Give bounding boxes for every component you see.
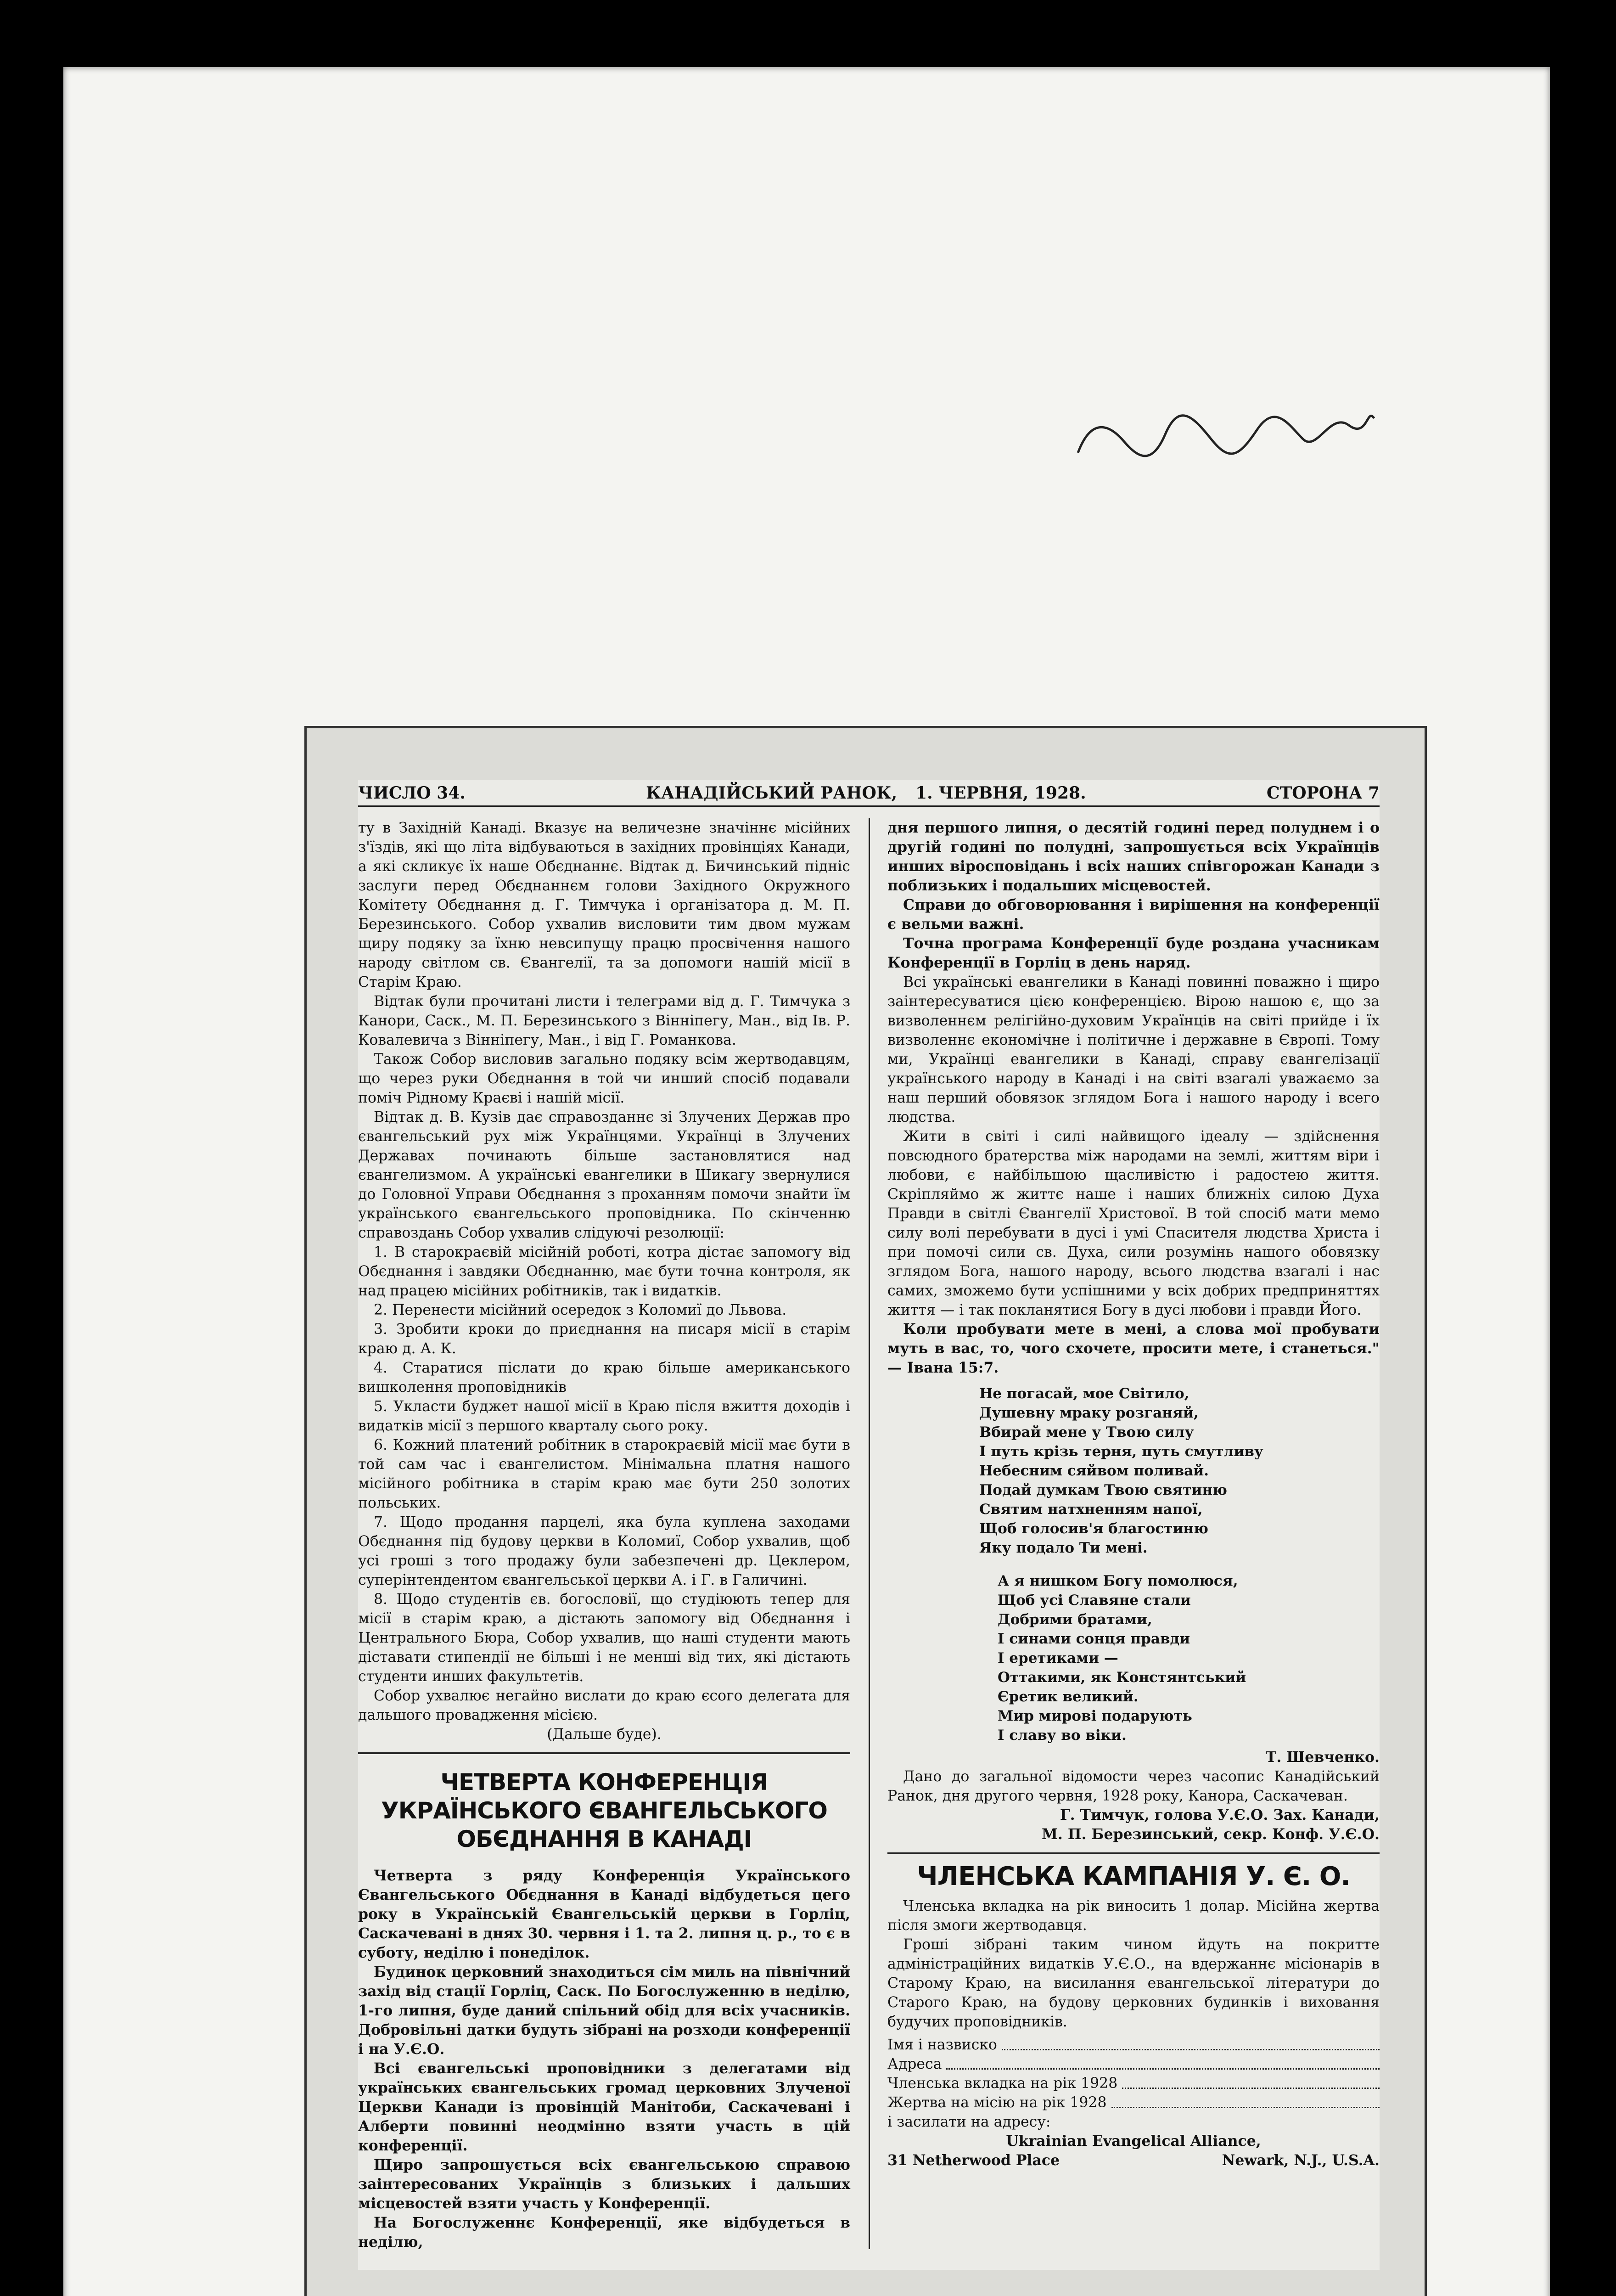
signer-line: М. П. Березинський, секр. Конф. У.Є.О. <box>1042 1826 1380 1843</box>
form-donation-line <box>887 2093 1380 2112</box>
right-column <box>887 818 1380 2170</box>
conference-paragraph: Всі євангельські проповідники з делегатами від українських євангельських громад церковних Злученої Церкви Канади із провінцій Манітоби, Саскачевані і Алберти повинні неодмінно взяти участь в цій конференції. <box>358 2060 850 2154</box>
resolution-item: 2. Перенести місійний осередок з Коломиї до Львова. <box>374 1302 787 1318</box>
poem-line: Мир мирові подарують <box>998 1708 1192 1724</box>
article-paragraph: Відтак д. В. Кузів дає справозданнє зі Злучених Держав про євангельський рух між Українцями. Українці в Злучених Державах починають більше застановлятися над євангелизмом. А українські евангелики в Шикагу звернулися до Головної Управи Обєднання з проханням помочи знайти їм українського євангельського проповідника. По скінченню справоздань Собор ухвалив слідуючі резолюції: <box>358 1109 850 1241</box>
poem-line: Не погасай, мое Світило, <box>979 1385 1190 1402</box>
poem-line: Душевну мраку розганяй, <box>979 1405 1199 1421</box>
form-label: Імя і назвиско <box>887 2037 997 2053</box>
page-number: СТОРОНА 7 <box>1266 783 1380 803</box>
conference-paragraph: Четверта з ряду Конференція Українського Євангельського Обєднання в Канаді відбудеться цего року в Українській Євангельській церкви в Горліц, Саскачевані в днях 30. червня і 1. та 2. липня ц. р., то є в суботу, неділю і понеділок. <box>358 1867 850 1961</box>
section-rule <box>358 1752 850 1754</box>
microfilm-frame <box>63 67 1550 2296</box>
running-head <box>358 780 1380 807</box>
article-paragraph: Жити в світі і силі найвищого ідеалу — здійснення повсюдного братерства між народами на землі, життям віри і любови, є найбільшою щасливістю і радостею життя. Скріпляймо ж життє наше і наших ближніх силою Духа Правди в світлі Євангелії Христової. В той спосіб мати мемо силу волі перебувати в дусі і умі Спасителя людства Христа і при помочі сили св. Духа, сили розумінь нашого обовязку зглядом Бога, нашого народу, всього людства взагалі і нас самих, зможемо бути успішними у всіх добрих предприняттях життя — і так покланятися Богу в дусі любови і правди Його. <box>887 1128 1380 1318</box>
poem-line: Добрими братами, <box>998 1611 1152 1628</box>
issue-number: ЧИСЛО 34. <box>358 783 466 803</box>
campaign-paragraph: Гроші зібрані таким чином йдуть на покритте адміністраційних видатків У.Є.О., на вдержаннє місіонарів в Старому Краю, на висилання евангельської літератури до Старого Краю, на будову церковних будинків і виховання будучих проповідників. <box>887 1936 1380 2030</box>
article-paragraph: Всі українські евангелики в Канаді повинні поважно і щиро заінтересуватися цією конференцією. Вірою нашою є, що за визволеннєм релігійно-духовим Українців на світі прийде і їх визволеннє економічне і політичне і державне в Європі. Тому ми, Українці евангелики в Канаді, справу євангелізації українського народу в Канаді і на світі взагалі уважаємо за наш перший обовязок зглядом Бога і нашого народу і всего людства. <box>887 974 1380 1125</box>
notice-paragraph: Дано до загальної відомости через часопис Канадійський Ранок, дня другого червня, 1928 року, Канора, Саскачеван. <box>887 1768 1380 1804</box>
article-paragraph: Відтак були прочитані листи і телеграми від д. Г. Тимчука з Канори, Саск., М. П. Березинського з Вінніпегу, Ман., від Ів. Р. Ковалевича з Вінніпегу, Ман., і від Г. Романкова. <box>358 993 850 1048</box>
campaign-paragraph: Членська вкладка на рік виносить 1 долар. Місійна жертва після змоги жертводавця. <box>887 1898 1380 1934</box>
form-label: Жертва на місію на рік 1928 <box>887 2094 1107 2111</box>
resolution-item: 7. Щодо продання парцелі, яка була куплена заходами Обєднання під будову церкви в Коломиї, Собор ухвалив, щоб усі гроші з того продажу були забезпечені др. Цеклером, суперінтендентом євангельської церкви А. і Г. в Галичині. <box>358 1514 850 1588</box>
article-paragraph: Собор ухвалює негайно вислати до краю єсого делегата для дальшого провадження місією. <box>358 1688 850 1723</box>
poem-line: І путь крізь терня, путь смутливу <box>979 1443 1263 1460</box>
conference-paragraph: дня першого липня, о десятій годині перед полуднем і о другій годині по полудні, запрошується всіх Українців инших віросповідань і всіх наших співгорожан Канади з поблизьких і подальших місцевостей. <box>887 819 1380 894</box>
poem-line: Вбирай мене у Твою силу <box>979 1424 1194 1441</box>
poem-line: Щоб усі Славяне стали <box>998 1592 1191 1609</box>
conference-paragraph: Будинок церковний знаходиться сім миль на північний захід від стації Горліц, Саск. По Богослуженню в неділю, 1-го липня, буде даний спільний обід для всіх учасників. Добровільні датки будуть зібрані на розходи конференції і на У.Є.О. <box>358 1964 850 2058</box>
poem-line: І синами сонця правди <box>998 1631 1190 1647</box>
poem-line: Святим натхненням напої, <box>979 1501 1203 1518</box>
city-address: Newark, N.J., U.S.A. <box>1222 2152 1380 2169</box>
resolution-item: 1. В старокраєвій місійній роботі, котра дістає запомогу від Обєднання і завдяки Обєднанню, має бути точна контроля, як над працею місійних робітників, так і видатків. <box>358 1244 850 1299</box>
form-blank <box>1122 2074 1380 2089</box>
form-label: Адреса <box>887 2056 942 2072</box>
poem-line: І еретиками — <box>998 1650 1118 1666</box>
section-rule <box>887 1852 1380 1854</box>
newspaper-page <box>307 728 1425 2296</box>
poem-line: А я нишком Богу помолюся, <box>998 1573 1238 1589</box>
conference-paragraph: Точна програма Конференції буде роздана учасникам Конференції в Горліц в день наряд. <box>887 935 1380 971</box>
poem-stanza-1 <box>979 1384 1380 1558</box>
form-blank <box>1111 2093 1380 2108</box>
column-divider <box>869 818 870 2249</box>
resolution-item: 3. Зробити кроки до приєднання на писаря місії в старім краю д. А. К. <box>358 1321 850 1357</box>
organization-name: Ukrainian Evangelical Alliance, <box>1006 2133 1261 2150</box>
form-name-line <box>887 2035 1380 2054</box>
conference-paragraph: Справи до обговорювання і вирішення на конференції є вельми важні. <box>887 896 1380 933</box>
form-dues-line <box>887 2074 1380 2093</box>
continued-note: (Дальше буде). <box>547 1726 662 1743</box>
newspaper-name: КАНАДІЙСЬКИЙ РАНОК, <box>646 783 898 803</box>
mailing-address <box>887 2151 1380 2170</box>
resolution-item: 4. Старатися післати до краю більше американського вишколення проповідників <box>358 1360 850 1396</box>
poem-line: Щоб голосив'я благостиню <box>979 1520 1208 1537</box>
poem-line: Оттакими, як Констянтський <box>998 1669 1246 1686</box>
left-column <box>358 818 850 2252</box>
signer-line: Г. Тимчук, голова У.Є.О. Зах. Канади, <box>1060 1806 1380 1823</box>
scripture-quote: Коли пробувати мете в мені, а слова мої пробувати муть в вас, то, чого схочете, просити мете, і станеться." — Івана 15:7. <box>887 1321 1380 1376</box>
pen-scribble-mark <box>1073 398 1376 471</box>
resolution-item: 6. Кожний платений робітник в старокраєвій місії має бути в той сам час і євангелистом. Мінімальна платня нашого місійного робітника в старім краю має бути 250 золотих польських. <box>358 1437 850 1511</box>
resolution-item: 8. Щодо студентів єв. богословії, що студіюють тепер для місії в старім краю, а дістають запомогу від Обєднання і Центрального Бюра, Собор ухвалив, що наші студенти мають діставати стипендії не більші і не менші від тих, які дістають студенти инших факультетів. <box>358 1591 850 1685</box>
page-sheet <box>358 780 1380 2270</box>
conference-paragraph: На Богослуженнє Конференції, яке відбудеться в неділю, <box>358 2214 850 2251</box>
conference-headline: ЧЕТВЕРТА КОНФЕРЕНЦІЯ УКРАЇНСЬКОГО ЄВАНГЕЛЬСЬКОГО ОБЄДНАННЯ В КАНАДІ <box>381 1769 827 1852</box>
form-address-line <box>887 2054 1380 2074</box>
street-address: 31 Netherwood Place <box>887 2152 1060 2169</box>
poem-stanza-2 <box>998 1571 1380 1745</box>
poem-attribution: Т. Шевченко. <box>1265 1749 1380 1766</box>
campaign-headline: ЧЛЕНСЬКА КАМПАНІЯ У. Є. О. <box>917 1862 1350 1891</box>
poem-line: І славу во віки. <box>998 1727 1127 1744</box>
form-blank <box>1002 2035 1380 2050</box>
article-paragraph: ту в Західній Канаді. Вказує на величезне значіннє місійних з'їздів, які що літа відбуваються в західних провінціях Канади, а які скликує їх наше Обєднаннє. Відтак д. Бичинський підніс заслуги перед Обєднаннєм голови Західного Окружного Комітету Обєднання д. Г. Тимчука і організатора д. М. П. Березинського. Собор ухвалив висловити тим двом мужам щиру подяку за їхню невсипущу працю просвічення нашого народу світлом св. Євангелії, та за допомоги нашій місії в Старім Краю. <box>358 820 850 990</box>
poem-line: Подай думкам Твою святиню <box>979 1482 1227 1498</box>
form-blank <box>946 2054 1380 2070</box>
poem-line: Яку подало Ти мені. <box>979 1540 1148 1556</box>
form-label: Членська вкладка на рік 1928 <box>887 2075 1118 2092</box>
article-paragraph: Також Собор висловив загально подяку всім жертводавцям, що через руки Обєднання в той чи инший спосіб подавали поміч Рідному Краєві і нашій місії. <box>358 1051 850 1106</box>
resolution-item: 5. Укласти буджет нашої місії в Краю після вжиття доходів і видатків місії з першого кварталу сього року. <box>358 1398 850 1434</box>
poem-line: Єретик великий. <box>998 1688 1139 1705</box>
issue-date: 1. ЧЕРВНЯ, 1928. <box>915 783 1086 803</box>
send-to-label: і засилати на адресу: <box>887 2114 1051 2130</box>
poem-line: Небесним сяйвом поливай. <box>979 1463 1209 1479</box>
conference-paragraph: Щиро запрошується всіх євангельською справою заінтересованих Українців з близьких і дальших місцевостей взяти участь у Конференції. <box>358 2156 850 2212</box>
